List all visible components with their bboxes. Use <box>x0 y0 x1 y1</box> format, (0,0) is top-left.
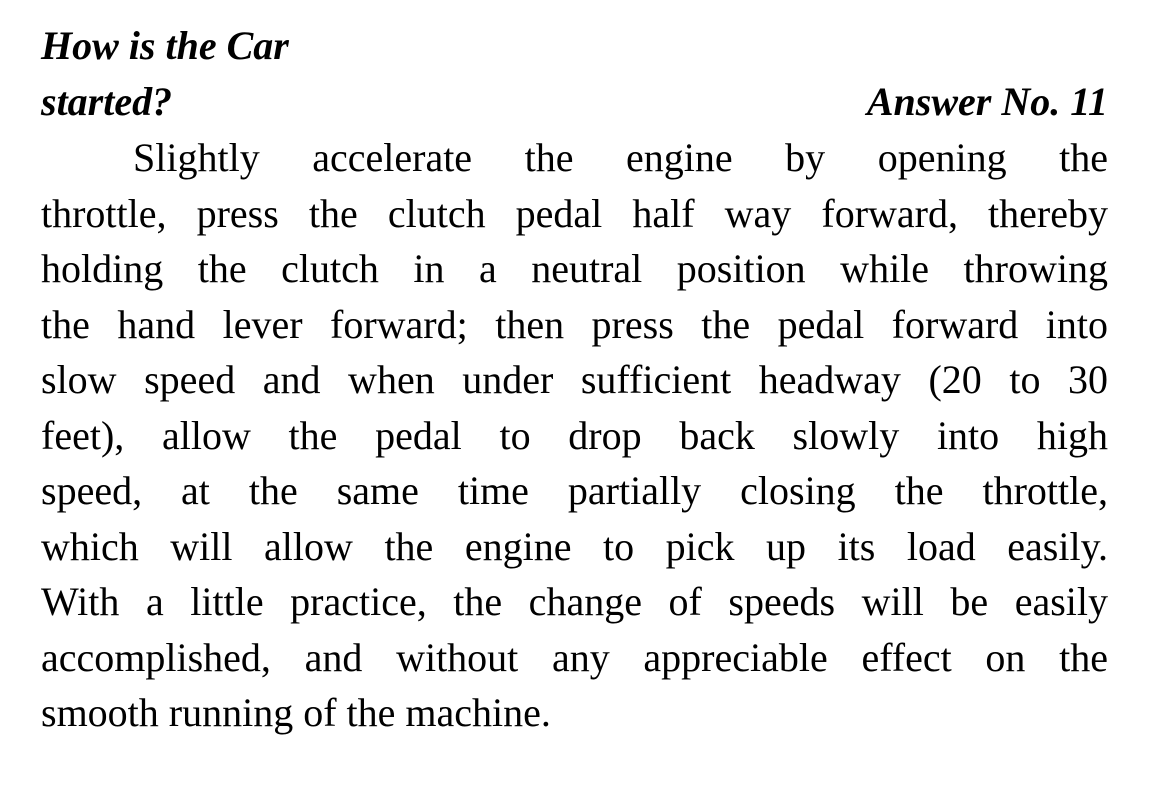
answer-body <box>41 130 1108 741</box>
body-line-2: throttle, press the clutch pedal half way forward, thereby <box>41 190 1108 236</box>
body-line-6: feet), allow the pedal to drop back slowly into high <box>41 412 1108 458</box>
heading-row <box>41 74 1108 130</box>
body-line-5: slow speed and when under sufficient headway (20 to 30 <box>41 357 1108 402</box>
body-line-3: holding the clutch in a neutral position while throwing <box>41 246 1108 291</box>
question-line-1: How is the Car <box>41 23 289 68</box>
body-line-9: With a little practice, the change of speeds will be easily <box>41 579 1108 624</box>
body-line-1: Slightly accelerate the engine by opening the <box>133 135 1108 180</box>
body-line-8: which will allow the engine to pick up its load easily. <box>41 523 1108 569</box>
question-heading <box>41 18 1108 130</box>
body-line-10: accomplished, and without any appreciable effect on the <box>41 634 1108 680</box>
question-line-2: started? <box>41 79 173 124</box>
body-line-4: the hand lever forward; then press the pedal forward into <box>41 301 1108 347</box>
body-line-7: speed, at the same time partially closing the throttle, <box>41 468 1108 513</box>
document-page <box>41 18 1108 741</box>
answer-label: Answer No. 11 <box>866 79 1108 124</box>
body-line-11: smooth running of the machine. <box>41 690 551 735</box>
